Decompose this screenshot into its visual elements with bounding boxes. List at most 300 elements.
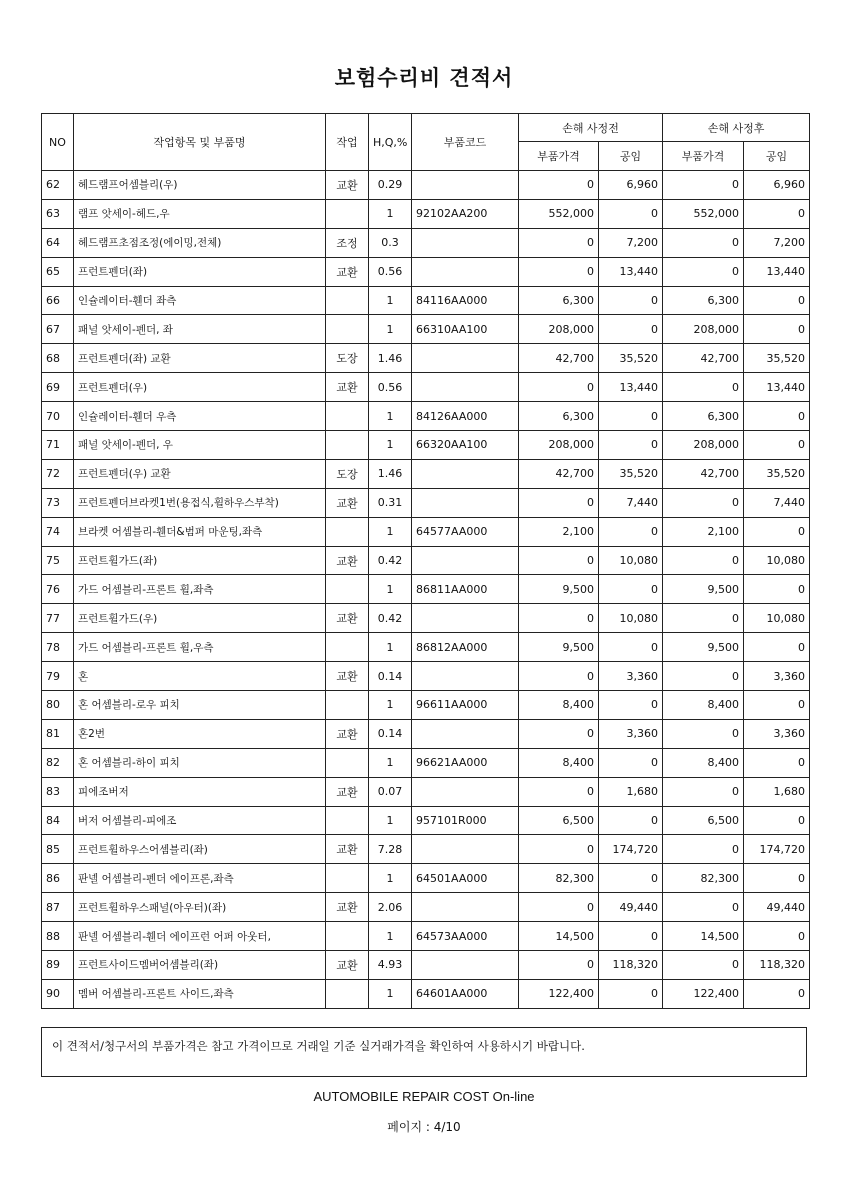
cell-no: 87 xyxy=(42,893,74,922)
cell-before-labor: 13,440 xyxy=(599,373,663,402)
cell-after-labor: 10,080 xyxy=(744,546,810,575)
cell-hq: 0.56 xyxy=(369,257,412,286)
document-title: 보험수리비 견적서 xyxy=(334,66,514,90)
cell-before-labor: 0 xyxy=(599,575,663,604)
cell-after-part-price: 0 xyxy=(663,662,744,691)
cell-item: 가드 어셈블리-프론트 휠,좌측 xyxy=(74,575,326,604)
cell-after-labor: 0 xyxy=(744,286,810,315)
cell-work xyxy=(326,748,369,777)
table-row xyxy=(42,777,810,806)
cell-after-part-price: 0 xyxy=(663,373,744,402)
cell-item: 램프 앗세이-헤드,우 xyxy=(74,199,326,228)
cell-before-labor: 10,080 xyxy=(599,546,663,575)
table-row xyxy=(42,806,810,835)
cell-work: 교환 xyxy=(326,893,369,922)
cell-after-part-price: 208,000 xyxy=(663,431,744,460)
cell-before-part-price: 42,700 xyxy=(519,459,599,488)
cell-before-part-price: 0 xyxy=(519,719,599,748)
cell-item: 인슐레이터-휀더 좌측 xyxy=(74,286,326,315)
cell-before-labor: 0 xyxy=(599,286,663,315)
cell-hq: 1 xyxy=(369,575,412,604)
cell-after-part-price: 9,500 xyxy=(663,575,744,604)
cell-work: 교환 xyxy=(326,777,369,806)
cell-no: 81 xyxy=(42,719,74,748)
cell-code xyxy=(412,662,519,691)
cell-before-part-price: 2,100 xyxy=(519,517,599,546)
cell-before-part-price: 0 xyxy=(519,777,599,806)
cell-after-part-price: 6,300 xyxy=(663,402,744,431)
cell-after-labor: 49,440 xyxy=(744,893,810,922)
cell-item: 프런트펜더(우) xyxy=(74,373,326,402)
cell-work: 교환 xyxy=(326,719,369,748)
cell-before-part-price: 552,000 xyxy=(519,199,599,228)
cell-after-labor: 0 xyxy=(744,517,810,546)
cell-item: 혼 xyxy=(74,662,326,691)
cell-before-part-price: 0 xyxy=(519,373,599,402)
cell-after-labor: 0 xyxy=(744,748,810,777)
table-row xyxy=(42,517,810,546)
cell-hq: 1.46 xyxy=(369,344,412,373)
cell-after-labor: 0 xyxy=(744,199,810,228)
cell-item: 혼 어셈블리-하이 피치 xyxy=(74,748,326,777)
cell-no: 90 xyxy=(42,979,74,1008)
header-before-labor: 공임 xyxy=(599,142,663,171)
cell-after-part-price: 0 xyxy=(663,488,744,517)
cell-work: 교환 xyxy=(326,835,369,864)
cell-hq: 4.93 xyxy=(369,951,412,980)
cell-before-part-price: 0 xyxy=(519,171,599,200)
cell-hq: 7.28 xyxy=(369,835,412,864)
cell-item: 프런트사이드멤버어셈블리(좌) xyxy=(74,951,326,980)
cell-no: 85 xyxy=(42,835,74,864)
cell-no: 80 xyxy=(42,691,74,720)
cell-work xyxy=(326,517,369,546)
cell-before-labor: 3,360 xyxy=(599,719,663,748)
cell-code xyxy=(412,459,519,488)
cell-no: 71 xyxy=(42,431,74,460)
cell-after-part-price: 0 xyxy=(663,604,744,633)
cell-after-labor: 0 xyxy=(744,315,810,344)
cell-before-part-price: 82,300 xyxy=(519,864,599,893)
cell-before-part-price: 122,400 xyxy=(519,979,599,1008)
cell-after-labor: 0 xyxy=(744,575,810,604)
cell-no: 78 xyxy=(42,633,74,662)
cell-before-labor: 35,520 xyxy=(599,459,663,488)
cell-after-labor: 10,080 xyxy=(744,604,810,633)
cell-work xyxy=(326,402,369,431)
cell-work xyxy=(326,575,369,604)
cell-hq: 1 xyxy=(369,979,412,1008)
cell-hq: 1 xyxy=(369,431,412,460)
cell-code xyxy=(412,257,519,286)
cell-work: 도장 xyxy=(326,344,369,373)
cell-before-part-price: 0 xyxy=(519,488,599,517)
cell-before-labor: 0 xyxy=(599,402,663,431)
cell-before-labor: 0 xyxy=(599,517,663,546)
cell-after-labor: 174,720 xyxy=(744,835,810,864)
cell-work: 교환 xyxy=(326,662,369,691)
cell-before-labor: 0 xyxy=(599,748,663,777)
cell-code: 64577AA000 xyxy=(412,517,519,546)
cell-after-labor: 35,520 xyxy=(744,344,810,373)
cell-after-part-price: 122,400 xyxy=(663,979,744,1008)
table-row xyxy=(42,199,810,228)
cell-after-labor: 0 xyxy=(744,979,810,1008)
cell-no: 75 xyxy=(42,546,74,575)
cell-work: 조정 xyxy=(326,228,369,257)
cell-after-part-price: 6,500 xyxy=(663,806,744,835)
cell-code: 64573AA000 xyxy=(412,922,519,951)
cell-before-labor: 0 xyxy=(599,691,663,720)
cell-no: 77 xyxy=(42,604,74,633)
cell-work: 교환 xyxy=(326,604,369,633)
cell-before-labor: 0 xyxy=(599,806,663,835)
cell-before-labor: 7,440 xyxy=(599,488,663,517)
cell-no: 72 xyxy=(42,459,74,488)
cell-item: 브라켓 어셈블리-휀더&범퍼 마운팅,좌측 xyxy=(74,517,326,546)
cell-before-part-price: 8,400 xyxy=(519,691,599,720)
table-row xyxy=(42,979,810,1008)
cell-no: 88 xyxy=(42,922,74,951)
cell-after-labor: 0 xyxy=(744,922,810,951)
cell-after-labor: 0 xyxy=(744,864,810,893)
cell-after-part-price: 6,300 xyxy=(663,286,744,315)
cell-code xyxy=(412,835,519,864)
table-row xyxy=(42,893,810,922)
header-after-labor: 공임 xyxy=(744,142,810,171)
cell-code xyxy=(412,777,519,806)
cell-after-part-price: 0 xyxy=(663,171,744,200)
table-row xyxy=(42,835,810,864)
cell-after-labor: 7,440 xyxy=(744,488,810,517)
table-body xyxy=(42,171,810,1009)
cell-before-part-price: 6,300 xyxy=(519,402,599,431)
cell-code xyxy=(412,951,519,980)
cell-code: 64601AA000 xyxy=(412,979,519,1008)
table-row xyxy=(42,402,810,431)
header-code: 부품코드 xyxy=(412,114,519,171)
cell-work: 교환 xyxy=(326,171,369,200)
cell-work xyxy=(326,286,369,315)
cell-before-labor: 174,720 xyxy=(599,835,663,864)
cell-hq: 1 xyxy=(369,922,412,951)
table-row xyxy=(42,951,810,980)
cell-work: 교환 xyxy=(326,373,369,402)
cell-after-part-price: 8,400 xyxy=(663,748,744,777)
cell-code xyxy=(412,604,519,633)
table-row xyxy=(42,228,810,257)
cell-no: 62 xyxy=(42,171,74,200)
cell-item: 판넬 어셈블리-펜더 에이프론,좌측 xyxy=(74,864,326,893)
page-number: 페이지 : 4/10 xyxy=(387,1120,461,1134)
header-before-assessment: 손해 사정전 xyxy=(519,114,663,142)
cell-item: 패널 앗세이-펜더, 우 xyxy=(74,431,326,460)
header-no: NO xyxy=(42,114,74,171)
cell-code: 66310AA100 xyxy=(412,315,519,344)
table-row xyxy=(42,171,810,200)
cell-before-labor: 0 xyxy=(599,979,663,1008)
table-row xyxy=(42,431,810,460)
cell-code: 84126AA000 xyxy=(412,402,519,431)
cell-after-labor: 13,440 xyxy=(744,257,810,286)
cell-code xyxy=(412,171,519,200)
cell-item: 헤드램프어셈블리(우) xyxy=(74,171,326,200)
table-row xyxy=(42,488,810,517)
cell-after-part-price: 42,700 xyxy=(663,459,744,488)
table-row xyxy=(42,546,810,575)
cell-before-labor: 0 xyxy=(599,922,663,951)
cell-before-labor: 49,440 xyxy=(599,893,663,922)
cell-code xyxy=(412,719,519,748)
cell-after-labor: 7,200 xyxy=(744,228,810,257)
cell-no: 82 xyxy=(42,748,74,777)
cell-before-labor: 0 xyxy=(599,199,663,228)
cell-hq: 1 xyxy=(369,691,412,720)
cell-before-part-price: 9,500 xyxy=(519,575,599,604)
cell-before-part-price: 6,300 xyxy=(519,286,599,315)
cell-hq: 0.29 xyxy=(369,171,412,200)
cell-hq: 1.46 xyxy=(369,459,412,488)
table-row xyxy=(42,459,810,488)
header-after-assessment: 손해 사정후 xyxy=(663,114,810,142)
table-row xyxy=(42,315,810,344)
cell-hq: 1 xyxy=(369,402,412,431)
cell-work: 교환 xyxy=(326,257,369,286)
cell-after-part-price: 0 xyxy=(663,835,744,864)
cell-no: 66 xyxy=(42,286,74,315)
cell-before-labor: 1,680 xyxy=(599,777,663,806)
header-after-part-price: 부품가격 xyxy=(663,142,744,171)
cell-after-labor: 0 xyxy=(744,806,810,835)
cell-before-labor: 3,360 xyxy=(599,662,663,691)
table-row xyxy=(42,257,810,286)
header-hq: H,Q,% xyxy=(369,114,412,171)
cell-no: 68 xyxy=(42,344,74,373)
cell-code xyxy=(412,373,519,402)
cell-after-labor: 0 xyxy=(744,431,810,460)
cell-no: 67 xyxy=(42,315,74,344)
cell-before-part-price: 208,000 xyxy=(519,315,599,344)
cell-after-part-price: 0 xyxy=(663,257,744,286)
cell-item: 프런트펜더(우) 교환 xyxy=(74,459,326,488)
cell-item: 헤드램프초점조정(에이밍,전체) xyxy=(74,228,326,257)
cell-item: 판넬 어셈블리-휀더 에이프런 어퍼 아웃터, xyxy=(74,922,326,951)
cell-hq: 1 xyxy=(369,199,412,228)
cell-after-labor: 35,520 xyxy=(744,459,810,488)
cell-work xyxy=(326,633,369,662)
cell-work xyxy=(326,691,369,720)
cell-before-labor: 0 xyxy=(599,431,663,460)
cell-code xyxy=(412,546,519,575)
cell-code: 86811AA000 xyxy=(412,575,519,604)
cell-item: 버저 어셈블리-피에조 xyxy=(74,806,326,835)
cell-code xyxy=(412,893,519,922)
disclaimer-note: 이 견적서/청구서의 부품가격은 참고 가격이므로 거래일 기준 실거래가격을 확인하여 사용하시기 바랍니다. xyxy=(41,1027,807,1077)
table-row xyxy=(42,662,810,691)
cell-before-part-price: 9,500 xyxy=(519,633,599,662)
cell-no: 89 xyxy=(42,951,74,980)
cell-before-part-price: 0 xyxy=(519,604,599,633)
cell-no: 86 xyxy=(42,864,74,893)
cell-before-labor: 0 xyxy=(599,864,663,893)
cell-before-part-price: 0 xyxy=(519,662,599,691)
cell-after-labor: 0 xyxy=(744,402,810,431)
cell-after-labor: 3,360 xyxy=(744,719,810,748)
cell-work: 교환 xyxy=(326,488,369,517)
cell-no: 73 xyxy=(42,488,74,517)
cell-after-part-price: 9,500 xyxy=(663,633,744,662)
cell-code xyxy=(412,488,519,517)
cell-hq: 0.56 xyxy=(369,373,412,402)
cell-code: 86812AA000 xyxy=(412,633,519,662)
cell-work xyxy=(326,431,369,460)
cell-code: 96611AA000 xyxy=(412,691,519,720)
cell-after-part-price: 0 xyxy=(663,546,744,575)
cell-code: 957101R000 xyxy=(412,806,519,835)
cell-code xyxy=(412,344,519,373)
cell-item: 프런트휠하우스패널(아우터)(좌) xyxy=(74,893,326,922)
cell-after-part-price: 14,500 xyxy=(663,922,744,951)
cell-hq: 0.07 xyxy=(369,777,412,806)
cell-no: 70 xyxy=(42,402,74,431)
cell-no: 79 xyxy=(42,662,74,691)
cell-before-labor: 10,080 xyxy=(599,604,663,633)
cell-hq: 1 xyxy=(369,806,412,835)
cell-work xyxy=(326,979,369,1008)
cell-no: 84 xyxy=(42,806,74,835)
cell-after-part-price: 8,400 xyxy=(663,691,744,720)
cell-no: 63 xyxy=(42,199,74,228)
cell-after-labor: 13,440 xyxy=(744,373,810,402)
cell-item: 혼 어셈블리-로우 피치 xyxy=(74,691,326,720)
cell-work: 교환 xyxy=(326,546,369,575)
cell-before-part-price: 208,000 xyxy=(519,431,599,460)
table-row xyxy=(42,286,810,315)
cell-after-labor: 3,360 xyxy=(744,662,810,691)
table-row xyxy=(42,604,810,633)
cell-before-labor: 0 xyxy=(599,315,663,344)
cell-item: 프런트휠하우스어셈블리(좌) xyxy=(74,835,326,864)
cell-code: 92102AA200 xyxy=(412,199,519,228)
table-row xyxy=(42,719,810,748)
cell-work xyxy=(326,315,369,344)
cell-after-part-price: 0 xyxy=(663,777,744,806)
cell-after-part-price: 0 xyxy=(663,228,744,257)
cell-after-part-price: 0 xyxy=(663,951,744,980)
cell-no: 76 xyxy=(42,575,74,604)
cell-item: 프런트펜더(좌) xyxy=(74,257,326,286)
cell-item: 혼2번 xyxy=(74,719,326,748)
cell-before-labor: 35,520 xyxy=(599,344,663,373)
cell-hq: 1 xyxy=(369,286,412,315)
cell-item: 프런트펜더(좌) 교환 xyxy=(74,344,326,373)
cell-code: 96621AA000 xyxy=(412,748,519,777)
cell-code: 64501AA000 xyxy=(412,864,519,893)
table-row xyxy=(42,922,810,951)
cell-hq: 1 xyxy=(369,748,412,777)
cell-after-labor: 0 xyxy=(744,691,810,720)
cell-after-part-price: 42,700 xyxy=(663,344,744,373)
cell-hq: 0.14 xyxy=(369,719,412,748)
cell-item: 프런트펜더브라켓1번(용접식,휠하우스부착) xyxy=(74,488,326,517)
cell-hq: 1 xyxy=(369,517,412,546)
cell-after-labor: 0 xyxy=(744,633,810,662)
table-row xyxy=(42,864,810,893)
cell-hq: 0.42 xyxy=(369,546,412,575)
cell-after-part-price: 552,000 xyxy=(663,199,744,228)
cell-no: 83 xyxy=(42,777,74,806)
table-row xyxy=(42,344,810,373)
table-row xyxy=(42,373,810,402)
cell-code xyxy=(412,228,519,257)
cell-work xyxy=(326,199,369,228)
cell-after-labor: 1,680 xyxy=(744,777,810,806)
cell-work xyxy=(326,922,369,951)
cell-hq: 0.31 xyxy=(369,488,412,517)
cell-before-part-price: 6,500 xyxy=(519,806,599,835)
cell-no: 64 xyxy=(42,228,74,257)
cell-before-labor: 7,200 xyxy=(599,228,663,257)
cell-before-labor: 0 xyxy=(599,633,663,662)
cell-code: 66320AA100 xyxy=(412,431,519,460)
cell-hq: 1 xyxy=(369,864,412,893)
cell-before-part-price: 0 xyxy=(519,951,599,980)
cell-before-labor: 13,440 xyxy=(599,257,663,286)
cell-before-part-price: 0 xyxy=(519,546,599,575)
footer-brand: AUTOMOBILE REPAIR COST On-line xyxy=(313,1089,535,1104)
cell-no: 65 xyxy=(42,257,74,286)
table-row xyxy=(42,691,810,720)
cell-work xyxy=(326,806,369,835)
header-row-top xyxy=(42,114,810,142)
cell-before-part-price: 14,500 xyxy=(519,922,599,951)
cell-hq: 0.14 xyxy=(369,662,412,691)
table-row xyxy=(42,633,810,662)
header-work: 작업 xyxy=(326,114,369,171)
cell-item: 가드 어셈블리-프론트 휠,우측 xyxy=(74,633,326,662)
cell-before-labor: 118,320 xyxy=(599,951,663,980)
estimate-table xyxy=(41,113,810,1009)
cell-before-part-price: 0 xyxy=(519,228,599,257)
cell-hq: 1 xyxy=(369,315,412,344)
cell-after-part-price: 2,100 xyxy=(663,517,744,546)
cell-before-part-price: 0 xyxy=(519,257,599,286)
table-row xyxy=(42,748,810,777)
cell-no: 74 xyxy=(42,517,74,546)
cell-before-part-price: 8,400 xyxy=(519,748,599,777)
cell-item: 멤버 어셈블리-프론트 사이드,좌측 xyxy=(74,979,326,1008)
cell-after-part-price: 82,300 xyxy=(663,864,744,893)
cell-hq: 2.06 xyxy=(369,893,412,922)
cell-hq: 1 xyxy=(369,633,412,662)
cell-after-labor: 118,320 xyxy=(744,951,810,980)
cell-item: 프런트휠가드(좌) xyxy=(74,546,326,575)
header-before-part-price: 부품가격 xyxy=(519,142,599,171)
table-row xyxy=(42,575,810,604)
cell-after-part-price: 208,000 xyxy=(663,315,744,344)
cell-no: 69 xyxy=(42,373,74,402)
cell-work: 도장 xyxy=(326,459,369,488)
cell-after-part-price: 0 xyxy=(663,719,744,748)
cell-before-part-price: 0 xyxy=(519,835,599,864)
cell-item: 프런트휠가드(우) xyxy=(74,604,326,633)
cell-work xyxy=(326,864,369,893)
cell-before-labor: 6,960 xyxy=(599,171,663,200)
cell-before-part-price: 42,700 xyxy=(519,344,599,373)
cell-after-part-price: 0 xyxy=(663,893,744,922)
cell-code: 84116AA000 xyxy=(412,286,519,315)
cell-item: 패널 앗세이-펜더, 좌 xyxy=(74,315,326,344)
